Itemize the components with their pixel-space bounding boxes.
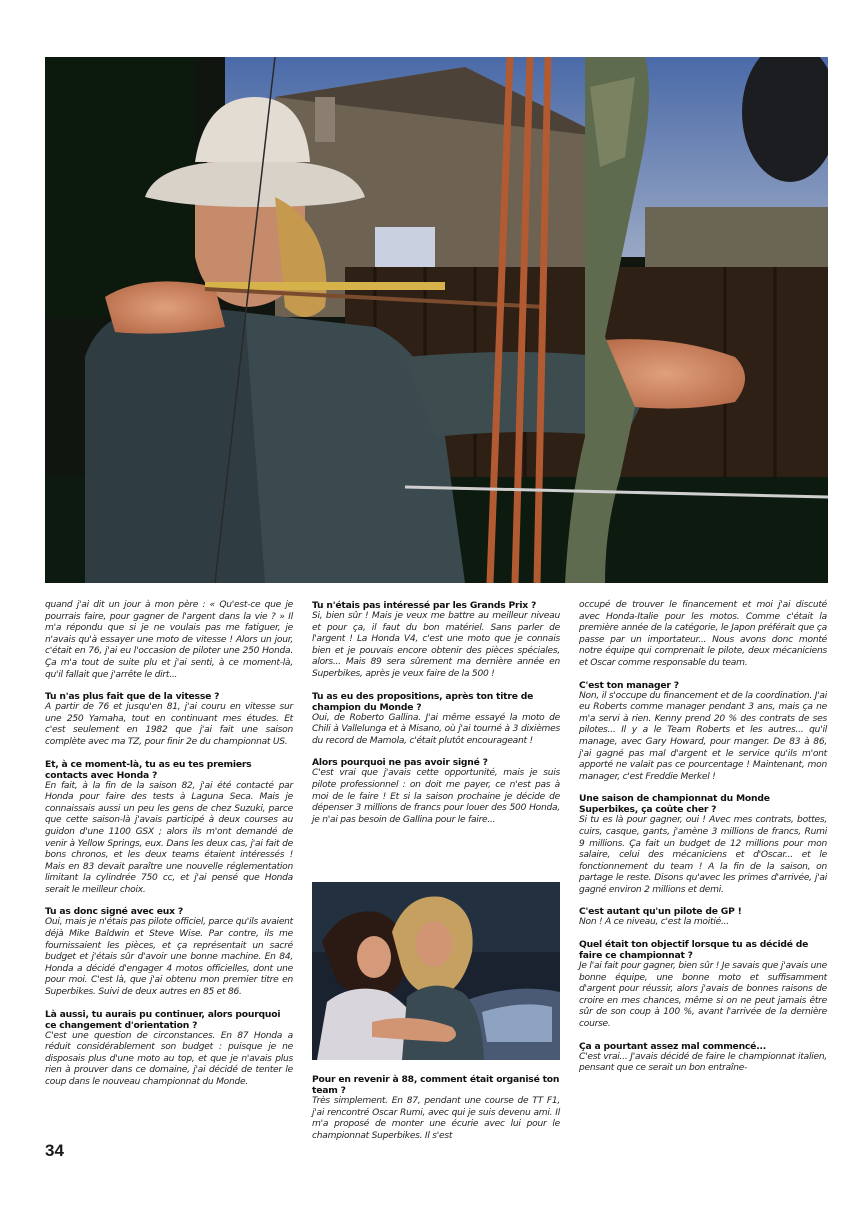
answer-paragraph: Très simplement. En 87, pendant une course de TT F1, j'ai rencontré Oscar Rumi, avec qui je suis devenu ami. Il m'a proposé de monter une écurie avec lui pour le championnat Superbikes. Il s'est [312,1096,560,1141]
answer-paragraph: Oui, de Roberto Gallina. J'ai même essayé la moto de Chili à Vallelunga et à Misano, où j'ai tourné à 3 dixièmes du record de Mamola, c'était plutôt encourageant ! [312,712,560,746]
small-photo [312,882,560,1060]
answer-paragraph: Non ! A ce niveau, c'est la moitié... [579,917,729,928]
answer-paragraph: Je l'ai fait pour gagner, bien sûr ! Je savais que j'avais une bonne équipe, une bonne moto et suffisamment d'argent pour réussir, alors j'avais de bonnes raisons de croire en mes chances, même si on ne peut jamais être sûr de son coup à 100 %, avant l'arrivée de la dernière course. [579,961,827,1030]
question-heading: Quel était ton objectif lorsque tu as décidé de faire ce championnat ? [579,939,809,962]
column-2-continued [312,1074,560,1152]
main-photo [45,57,828,583]
page-number: 34 [45,1141,64,1160]
answer-paragraph: Non, il s'occupe du financement et de la coordination. J'ai eu Roberts comme manager pendant 3 ans, mais ça ne m'a servi à rien. Kenny prend 20 % des contrats de ses pilotes... Il y a le Team Roberts et les autres... qu'il manage, avec Gary Howard, pour manger. De 83 à 86, j'ai gagné pas mal d'argent et le service qu'ils m'ont apporté ne valait pas ce pourcentage ! Maintenant, mon manager, c'est Freddie Merkel ! [579,690,827,782]
answer-paragraph: Si tu es là pour gagner, oui ! Avec mes contrats, bottes, cuirs, casque, gants, j'amène 3 millions de francs, Rumi 9 millions. Ça fait un budget de 12 millions pour mon salaire, celui des mécaniciens et d'Oscar... et le fonctionnement du team ! A la fin de la saison, on partage le reste. Disons qu'avec les primes d'arrivée, j'ai gagné environ 2 millions et demi. [579,815,827,895]
answer-paragraph: C'est une question de circonstances. En 87 Honda a réduit considérablement son budget : puisque je ne disposais plus d'une moto au top, et que je n'avais plus rien à prouver dans ce domaine, j'ai décidé de tenter le coup dans le nouveau championnat du Monde. [45,1030,293,1087]
question-heading: Tu as donc signé avec eux ? [45,906,183,918]
question-heading: Tu n'étais pas intéressé par les Grands Prix ? [312,600,537,611]
question-heading: C'est ton manager ? [579,679,679,691]
question-heading: Là aussi, tu aurais pu continuer, alors pourquoi ce changement d'orientation ? [45,1008,281,1031]
question-heading: Tu n'as plus fait que de la vitesse ? [45,691,220,703]
column-2 [312,600,560,836]
question-heading: C'est autant qu'un pilote de GP ! [579,906,742,918]
answer-paragraph: Si, bien sûr ! Mais je veux me battre au meilleur niveau et pour ça, il faut du bon matériel. Sans parler de l'argent ! La Honda V4, c'est une moto que je connais bien et je pouvais encore obtenir des pièces spéciales, alors... Mais 89 sera sûrement ma dernière année en Superbikes, après je veux faire de la 500 ! [312,611,560,679]
question-heading: Alors pourquoi ne pas avoir signé ? [312,757,488,769]
answer-paragraph: En fait, à la fin de la saison 82, j'ai été contacté par Honda pour faire des tests à Laguna Seca. Mais je connaissais aussi un peu les gens de chez Suzuki, parce que cette saison-là j'avais participé à deux courses au guidon d'une 1100 GSX ; alors ils m'ont demandé de venir à Yellow Springs, eux. Dans les deux cas, j'ai fait de bons chronos, et les deux teams étaient intéressés ! Mais en 83 devait paraître une nouvelle réglementation limitant la cylindrée 750 cc, et j'ai pensé que Honda serait le meilleur choix. [45,780,293,895]
article-paragraph: occupé de trouver le financement et moi j'ai discuté avec Honda-Italie pour les motos. Comme c'était la première année de la catégorie, le Japon préférait que ça passe par un importateur... Nous avons donc monté notre équipe qui comprenait le pilote, deux mécaniciens et Oscar comme responsable du team. [579,600,827,668]
column-1 [45,600,293,1099]
answer-paragraph: C'est vrai que j'avais cette opportunité, mais je suis pilote professionnel : on doit me payer, ce n'est pas à moi de le faire ! Et si la saison prochaine je décide de dépenser 3 millions de francs pour louer des 500 Honda, je n'ai pas besoin de Gallina pour le faire... [312,768,560,825]
couple-portrait-photo-icon [312,882,560,1060]
archer-with-bow-photo-icon [45,57,828,583]
question-heading: Ça a pourtant assez mal commencé... [579,1040,767,1052]
question-heading: Tu as eu des propositions, après ton titre de champion du Monde ? [312,690,534,713]
question-heading: Et, à ce moment-là, tu as eu tes premiers contacts avec Honda ? [45,758,252,781]
question-heading: Une saison de championnat du Monde Superbikes, ça coûte cher ? [579,793,770,816]
question-heading: Pour en revenir à 88, comment était organisé ton team ? [312,1074,560,1096]
article-paragraph: quand j'ai dit un jour à mon père : « Qu'est-ce que je pourrais faire, pour gagner de l'argent dans la vie ? » Il m'a répondu que si je ne voulais pas me fatiguer, je n'avais qu'à essayer une moto de vitesse ! Alors un jour, c'était en 76, j'ai eu l'occasion de piloter une 250 Honda. Ça m'a tout de suite plu et j'ai senti, à ce moment-là, qu'il fallait que j'arrête le dirt... [45,600,293,680]
answer-paragraph: Oui, mais je n'étais pas pilote officiel, parce qu'ils avaient déjà Mike Baldwin et Steve Wise. Par contre, ils me fournissaient les pièces, et ça représentait un sacré budget et j'étais sûr d'avoir une bonne machine. En 84, Honda a décidé d'engager 4 motos officielles, dont une pour moi. C'est là, que j'ai obtenu mon premier titre en Superbikes. Suivi de deux autres en 85 et 86. [45,917,293,998]
answer-paragraph: C'est vrai... J'avais décidé de faire le championnat italien, pensant que ce serait un bon entraîne- [579,1051,827,1074]
answer-paragraph: A partir de 76 et jusqu'en 81, j'ai couru en vitesse sur une 250 Yamaha, tout en continuant mes études. Et c'est seulement en 1982 que j'ai fait une saison complète avec ma TZ, pour finir 2e du championnat US. [45,702,293,747]
column-3 [579,600,827,1085]
